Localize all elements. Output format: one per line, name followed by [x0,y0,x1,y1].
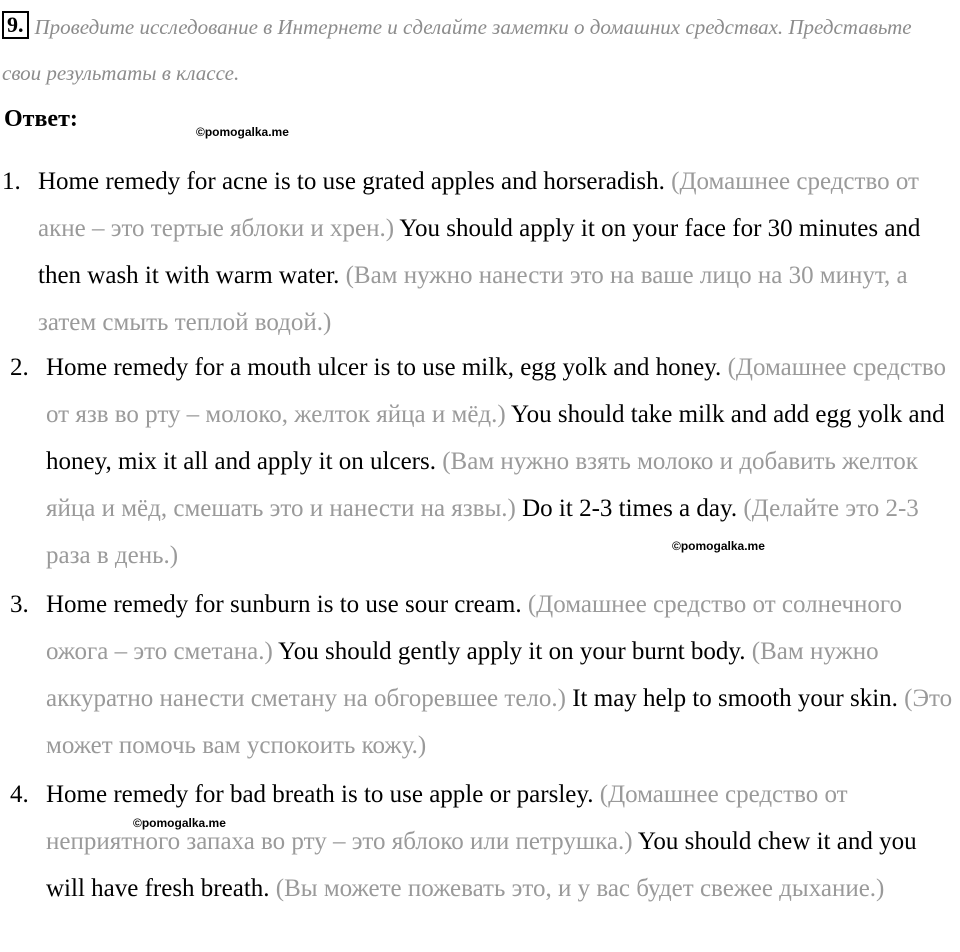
item-number: 2. [10,354,29,381]
item-russian-translation: (Домашнее средство от неприятного запаха во рту – это яблоко или петрушка.) [46,781,848,855]
item-body [10,771,960,912]
item-russian-translation: (Домашнее средство от солнечного ожога – это сметана.) [46,591,903,665]
item-russian-translation: (Вам нужно взять молоко и добавить желток яйца и мёд, смешать это и нанести на язвы.) [46,448,918,522]
item-english-text: Home remedy for a mouth ulcer is to use milk, egg yolk and honey. [46,354,722,381]
item-english-text: It may help to smooth your skin. [565,685,898,712]
item-english-text: Home remedy for sunburn is to use sour cream. [46,591,522,618]
item-number: 3. [10,591,29,618]
item-number: 1. [2,168,21,195]
item-english-text: You should take milk and add egg yolk and honey, mix it all and apply it on ulcers. [46,401,945,475]
item-english-text: Do it 2-3 times a day. [515,495,738,522]
item-russian-translation: (Вам нужно нанести это на ваше лицо на 30 минут, а затем смыть теплой водой.) [38,262,908,336]
item-english-text: Home remedy for bad breath is to use apple or parsley. [46,781,594,808]
item-english-text: You should apply it on your face for 30 minutes and then wash it with warm water. [38,215,921,289]
item-english-text: You should gently apply it on your burnt body. [272,638,746,665]
item-english-text: Home remedy for acne is to use grated apples and horseradish. [38,168,665,195]
item-body [10,344,960,579]
item-number: 4. [10,781,29,808]
item-russian-translation: (Вы можете пожевать это, и у вас будет свежее дыхание.) [269,875,885,902]
item-russian-translation: (Вам нужно аккуратно нанести сметану на обгоревшее тело.) [46,638,879,712]
list-item [10,581,960,769]
watermark: ©pomogalka.me [196,125,289,139]
list-item [10,344,960,579]
item-russian-translation: (Делайте это 2-3 раза в день.) [46,495,919,569]
watermark: ©pomogalka.me [672,539,765,553]
item-body [2,158,922,346]
list-item [10,771,960,912]
answer-label: Ответ: [4,106,78,132]
item-russian-translation: (Домашнее средство от язв во рту – молоко, желток яйца и мёд.) [46,354,947,428]
item-russian-translation: (Домашнее средство от акне – это тертые яблоки и хрен.) [38,168,919,242]
item-english-text: You should chew it and you will have fresh breath. [46,828,917,902]
watermark: ©pomogalka.me [133,816,226,830]
item-russian-translation: (Это может помочь вам успокоить кожу.) [46,685,953,759]
item-body [10,581,960,769]
task-statement [2,4,952,96]
list-item [2,158,922,346]
task-number: 9. [2,11,29,39]
task-text: Проведите исследование в Интернете и сделайте заметки о домашних средствах. Представьте свои результаты в классе. [2,15,912,85]
